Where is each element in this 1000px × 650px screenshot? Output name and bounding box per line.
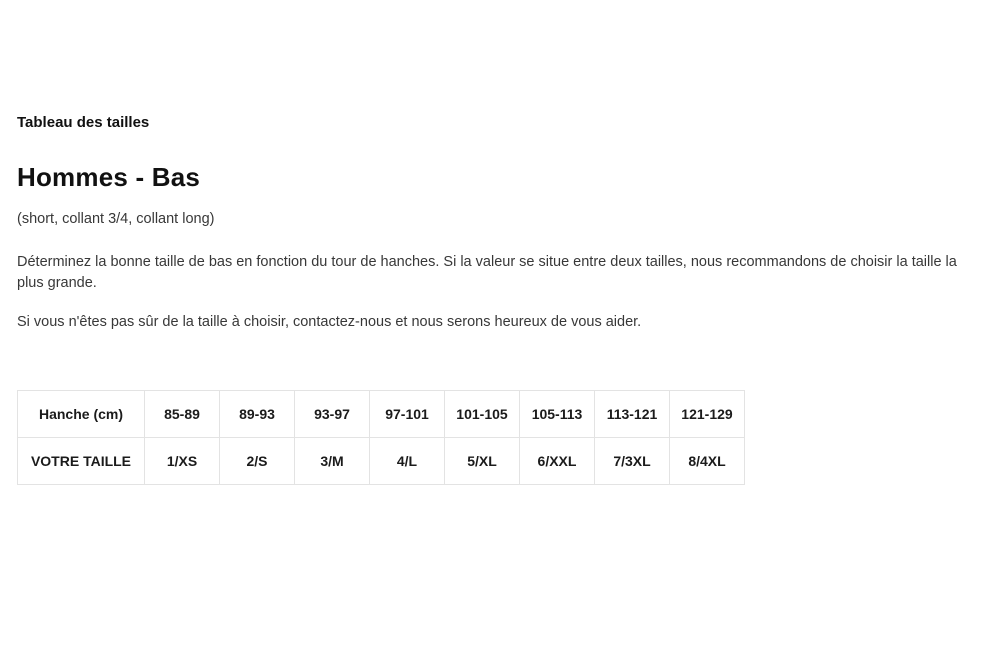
table-cell: 105-113 [520, 391, 595, 438]
page-title: Hommes - Bas [17, 162, 201, 192]
table-cell: 85-89 [145, 391, 220, 438]
table-cell: 8/4XL [670, 438, 745, 485]
table-row-taille [18, 438, 745, 485]
table-cell: 121-129 [670, 391, 745, 438]
row-header-hanche: Hanche (cm) [18, 391, 145, 438]
table-cell: 5/XL [445, 438, 520, 485]
table-cell: 6/XXL [520, 438, 595, 485]
table-cell: 93-97 [295, 391, 370, 438]
table-cell: 1/XS [145, 438, 220, 485]
table-cell: 97-101 [370, 391, 445, 438]
table-cell: 4/L [370, 438, 445, 485]
help-paragraph: Si vous n'êtes pas sûr de la taille à choisir, contactez-nous et nous serons heureux de vous aider. [17, 314, 642, 330]
table-cell: 113-121 [595, 391, 670, 438]
table-cell: 2/S [220, 438, 295, 485]
table-row-hanche [18, 391, 745, 438]
size-table [17, 390, 745, 485]
intro-paragraph: Déterminez la bonne taille de bas en fonction du tour de hanches. Si la valeur se situe entre deux tailles, nous recommandons de choisir la taille la plus grande. [17, 254, 957, 291]
table-cell: 7/3XL [595, 438, 670, 485]
table-cell: 3/M [295, 438, 370, 485]
table-cell: 89-93 [220, 391, 295, 438]
section-label: Tableau des tailles [17, 114, 150, 131]
row-header-votre-taille: VOTRE TAILLE [18, 438, 145, 485]
subtitle: (short, collant 3/4, collant long) [17, 211, 215, 227]
table-cell: 101-105 [445, 391, 520, 438]
